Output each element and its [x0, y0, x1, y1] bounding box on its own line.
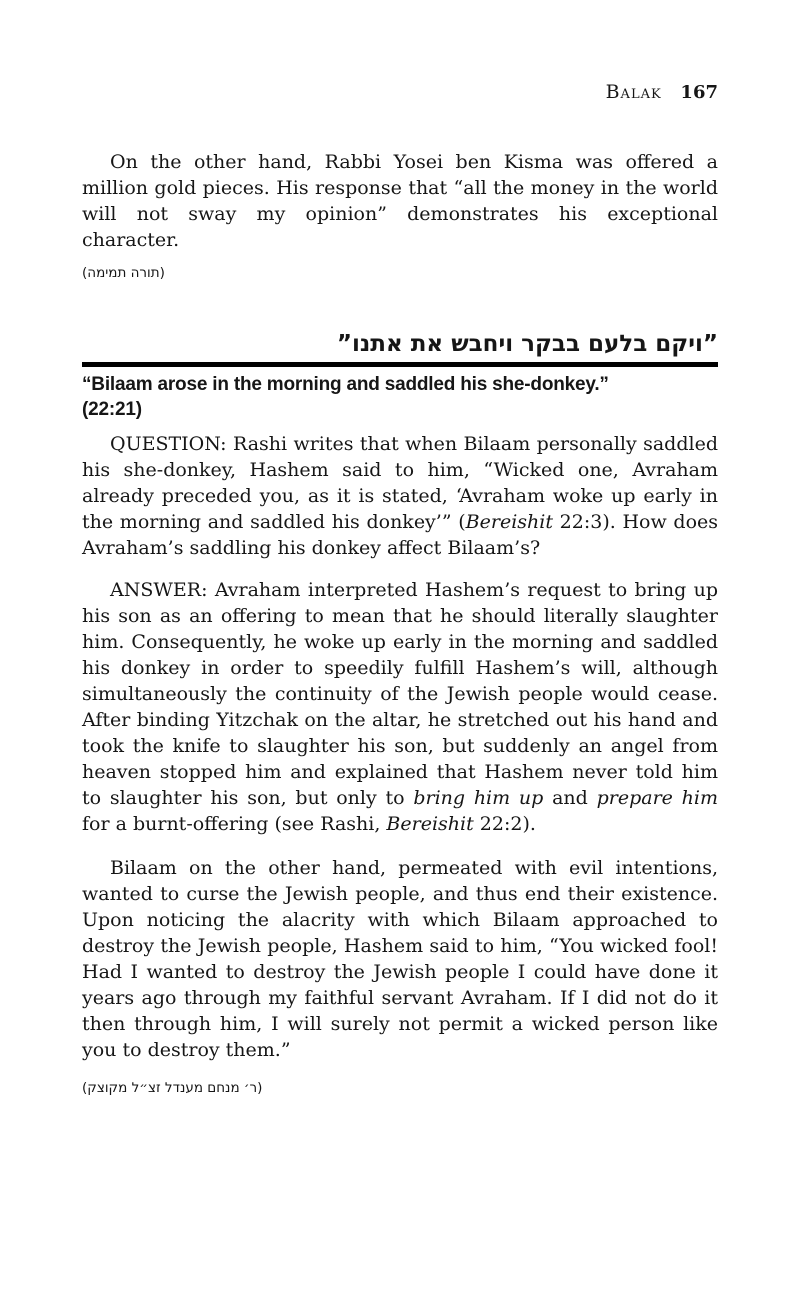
section-divider-rule — [82, 362, 718, 367]
page-number: 167 — [680, 82, 718, 103]
verse-reference: (22:21) — [82, 399, 142, 420]
english-verse-header — [82, 372, 718, 422]
parsha-title: Balak — [605, 81, 662, 103]
source-citation-bottom: (ר׳ מנחם מענדל זצ״ל מקוצק) — [82, 1080, 263, 1096]
running-header — [82, 82, 718, 103]
commentary-paragraph: Bilaam on the other hand, permeated with evil intentions, wanted to curse the Jewish people, and thus end their existence. Upon noticing the alacrity with which Bilaam approached to destroy the Jewish people, Hashem said to him, “You wicked fool! Had I wanted to destroy the Jewish people I could have done it years ago through my faithful servant Avraham. If I did not do it then through him, I will surely not permit a wicked person like you to destroy them.” — [82, 857, 718, 1061]
source-citation-top: (תורה תמימה) — [82, 265, 165, 281]
verse-translation: “Bilaam arose in the morning and saddled his she-donkey.” — [82, 374, 609, 395]
hebrew-verse-title: ”ויקם בלעם בבקר ויחבש את אתנו” — [336, 331, 718, 357]
intro-paragraph: On the other hand, Rabbi Yosei ben Kisma was offered a million gold pieces. His response that “all the money in the world will not sway my opinion” demonstrates his exceptional character. — [82, 151, 718, 251]
answer-paragraph: ANSWER: Avraham interpreted Hashem’s request to bring up his son as an offering to mean that he should literally slaughter him. Consequently, he woke up early in the morning and saddled his donkey in order to speedily fulfill Hashem’s will, although simultaneously the continuity of the Jewish people would cease. After binding Yitzchak on the altar, he stretched out his hand and took the knife to slaughter his son, but suddenly an angel from heaven stopped him and explained that Hashem never told him to slaughter his son, but only to bring him up and prepare him for a burnt-offering (see Rashi, Bereishit 22:2). — [82, 579, 718, 835]
question-paragraph: QUESTION: Rashi writes that when Bilaam personally saddled his she-donkey, Hashem said to him, “Wicked one, Avraham already preceded you, as it is stated, ‘Avraham woke up early in the morning and saddled his donkey’” (Bereishit 22:3). How does Avraham’s saddling his donkey affect Bilaam’s? — [82, 433, 719, 559]
